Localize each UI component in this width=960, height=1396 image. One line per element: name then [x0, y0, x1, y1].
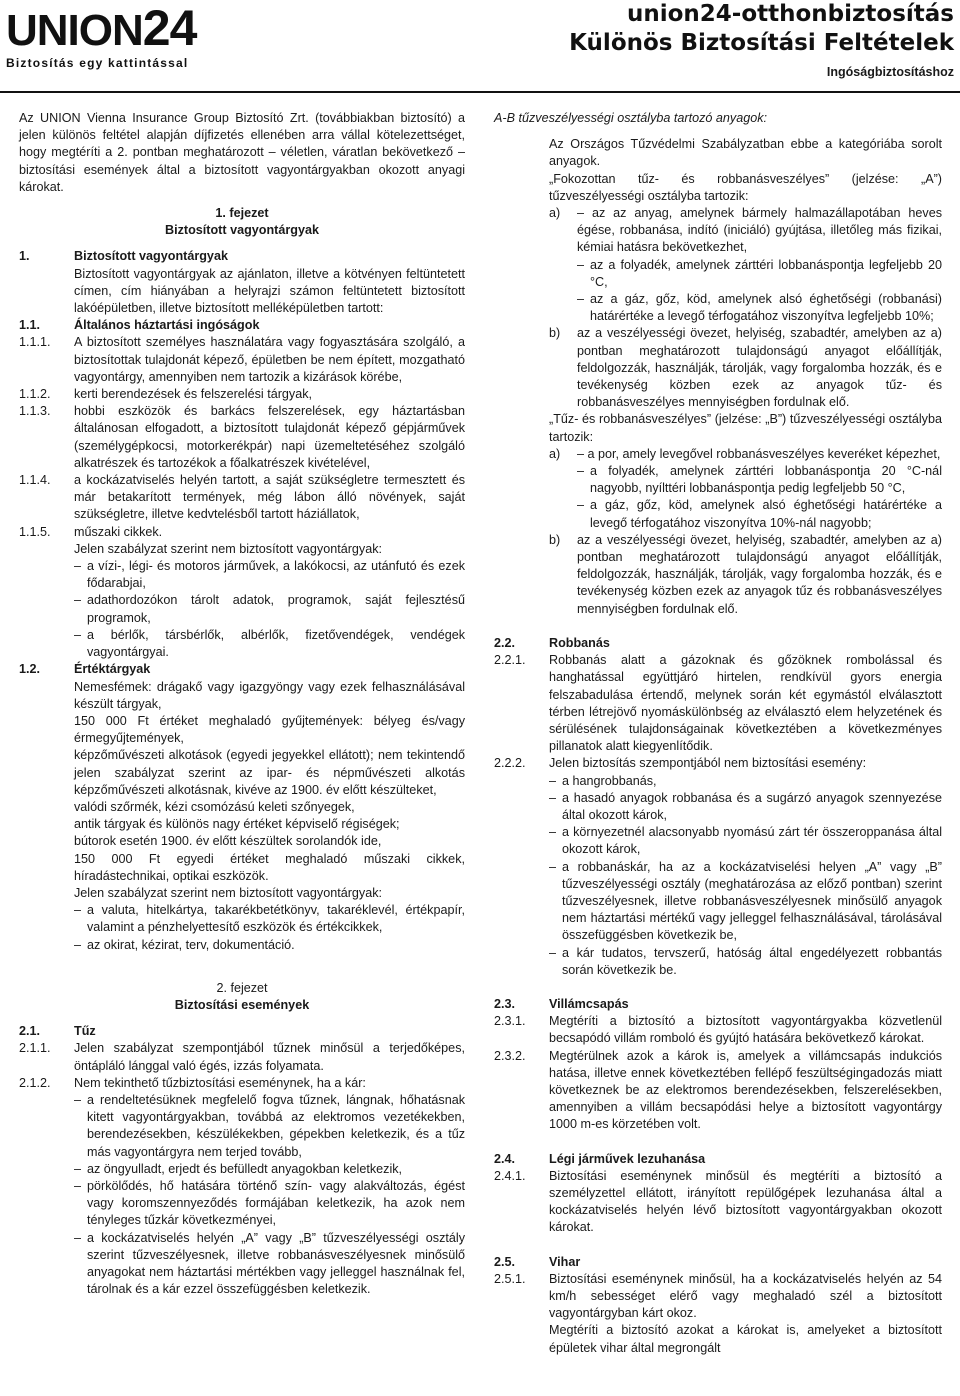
valuables-item: antik tárgyak és különös nagy értéket képviselő régiségek; — [74, 817, 400, 832]
header-titles — [569, 0, 954, 81]
class-a-item-a: a) – az az anyag, amelynek bármely halmazállapotában heves égése, robbanása, indító (iniciáló) gyújtása, illetőleg más fizikai, kémiai hatásra bekövetkezhet, — [549, 206, 942, 255]
clause-1-1-2: 1.1.2. kerti berendezések és felszerelési tárgyak, — [19, 387, 312, 402]
section-1-1-heading: 1.1. Általános háztartási ingóságok — [19, 318, 260, 333]
document-scope: Ingóságbiztosításhoz — [826, 65, 954, 79]
class-b-subitem: – a folyadék, amelynek zárttéri lobbanáspontja 20 °C-nál nagyobb, nyílttéri lobbanáspontja pedig legfeljebb 50 °C, — [577, 464, 942, 496]
clause-1-1-5: 1.1.5. műszaki cikkek. — [19, 524, 163, 539]
clause-2-4-1: 2.4.1. Biztosítási eseménynek minősül és megtéríti a biztosító a személyzettel ellátott, irányított repülőgépek lezuhanása által a kockázatviselés helyén lévő biztosított vagyontárgyakban okozott károkat. — [494, 1168, 942, 1235]
clause-2-2-2: 2.2.2. Jelen biztosítás szempontjából nem biztosítási esemény: — [494, 756, 867, 771]
exclusion-item: – a bérlők, társbérlők, albérlők, fizetővendégek, vendégek vagyontárgyai. — [74, 627, 465, 660]
valuables-item: Nemesfémek: drágakő vagy igazgyöngy vagy ezek felhasználásával készült tárgyak, — [74, 679, 465, 711]
exclusion-item: – a vízi-, légi- és motoros járművek, a lakókocsi, az utánfutó és ezek fődarabjai, — [74, 559, 465, 591]
fire-class-paragraph: „Tűz- és robbanásveszélyes” (jelzése: „B”) tűzveszélyességi osztályba tartozik: — [549, 412, 942, 444]
document-title: union24-otthonbiztosítás — [626, 1, 954, 27]
clause-2-2-1: 2.2.1. Robbanás alatt a gázoknak és gőzöknek rombolással és hanghatással együttjáró hirtelen, rendkívül gyors energia felszabadulása értendő, melynek során két egymástól elválasztott térben létrejövő nyomáskülönbség az elválasztó elem helyzetének és sérülésének tulajdonságainak következtében a következményes pillanatok alatt kiegyenlítődik. — [494, 653, 942, 754]
union24-logo — [6, 0, 197, 72]
section-2-4-heading: 2.4. Légi járművek lezuhanása — [494, 1151, 706, 1166]
class-a-item-b: b) az a veszélyességi övezet, helyiség, szabadtér, amelyben az a) pontban meghatározott tulajdonságú anyagot előállítják, feldolgozzák, használják, tárolják, vagy forgalomba hozzák, és e tevékenység közben ezek az anyagok tűz- és robbanásveszélyes mennyiségben fordulnak elő. — [549, 326, 942, 410]
section-2-1-heading: 2.1. Tűz — [19, 1024, 96, 1039]
logo-number: 24 — [142, 0, 197, 56]
page-header — [0, 0, 960, 92]
logo-word: UNION — [6, 6, 143, 55]
exclusion-item: – a rendeltetésüknek megfelelő fogva tűznek, lángnak, hőhatásnak kitett vagyontárgyakban, továbbá az elektromos vezetékekben, berendezésekben, készülékekben, gépekben keletkezik, és a tűz más vagyontárgyra nem terjed tovább, — [74, 1092, 465, 1159]
fire-class-heading: A-B tűzveszélyességi osztályba tartozó anyagok: — [494, 111, 768, 125]
clause-2-3-1: 2.3.1. Megtéríti a biztosító a biztosított vagyontárgyakba közvetlenül becsapódó villám romboló és gyújtó hatására bekövetkező károkat. — [494, 1014, 942, 1046]
section-1-text: Biztosított vagyontárgyak az ajánlaton, illetve a kötvényen feltüntetett címen, cím hiányában a helyrajzi számon feltüntetett biztosított lakóépületben, illetve biztosított melléképületben tartott: — [74, 266, 465, 316]
section-2-5-heading: 2.5. Vihar — [494, 1254, 581, 1269]
fire-class-paragraph: Az Országos Tűzvédelmi Szabályzatban ebbe a kategóriába sorolt anyagok. — [549, 137, 942, 169]
exclusion-item: – a környezetnél alacsonyabb nyomású zárt tér összeroppanása által okozott károk, — [549, 825, 942, 857]
right-column — [494, 110, 942, 1357]
left-column — [19, 110, 465, 1298]
clause-1-1-4: 1.1.4. a kockázatviselés helyén tartott, a saját szükségletre termesztett és már betakarított termények, még lábon álló növények, saját szükségletre, illetve kedvtelésből tartott háziállatok, — [19, 473, 465, 522]
exclusion-item: – a kár tudatos, tervszerű, hatóság által engedélyezett robbantás során következik be. — [549, 945, 942, 977]
chapter-2-title: Biztosítási események — [174, 997, 310, 1012]
header-rule — [0, 91, 960, 93]
exclusion-item: – a hangrobbanás, — [549, 773, 657, 788]
exclusion-item: – az öngyulladt, erjedt és befülledt anyagokban keletkezik, — [74, 1161, 403, 1176]
clause-2-1-1: 2.1.1. Jelen szabályzat szempontjából tűznek minősül a terjedőképes, öntápláló lánggal való égés, izzás folyamata. — [19, 1041, 465, 1073]
section-1-2-heading: 1.2. Értéktárgyak — [19, 662, 151, 677]
clause-2-5-1: 2.5.1. Biztosítási eseménynek minősül, ha a kockázatviselés helyén az 54 km/h sebességet elérő vagy meghaladó szél a biztosított vagyontárgyban kárt okoz. — [494, 1271, 942, 1321]
exclusion-item: – a hasadó anyagok robbanása és a sugárzó anyagok szennyezése által okozott károk, — [549, 790, 942, 822]
chapter-1-number: 1. fejezet — [215, 206, 269, 221]
chapter-1-title: Biztosított vagyontárgyak — [165, 223, 319, 238]
class-b-subitem: – a gáz, gőz, köd, amelynek alsó éghetőségi határértéke a levegő térfogatához viszonyítva 10%-nál nagyobb; — [577, 498, 942, 530]
clause-1-1-3: 1.1.3. hobbi eszközök és barkács felszerelések, egy háztartásban általánosan elfogadott, a biztosított tulajdonát képező gépjárművek (személygépkocsi, motorkerékpár) napi üzemeltetéséhez szolgáló alkatrészek és tartozékok a főalkatrészek kivételével, — [19, 404, 465, 470]
valuables-item: képzőművészeti alkotások (egyedi jegyekkel ellátott); nem tekintendő jelen szabályzat szerint az ipar- és népművészeti alkotás képzőművészeti alkotásnak, kivéve az 1900. év előtt készülteket, — [74, 748, 465, 797]
valuables-item: 150 000 Ft értéket meghaladó gyűjtemények: bélyeg és/vagy érmegyűjtemények, — [74, 713, 465, 746]
class-b-item-b: b) az a veszélyességi övezet, helyiség, szabadtér, amelyben az a) pontban meghatározott tulajdonságú anyagot előállítják, feldolgozzák, használják, tárolják, vagy forgalomba hozzák, és e tevékenység közben ezek az anyagok tűz és robbanásveszélyes mennyiségben fordulnak elő. — [549, 532, 942, 616]
logo-tagline: Biztosítás egy kattintással — [6, 56, 189, 70]
exclusion-item: – a robbanáskár, ha az a kockázatviselési helyen „A” vagy „B” tűzveszélyességi osztály (meghatározása az előző pontban) szerint tűzveszélyesnek, illetve robbanásveszélyesnek minősülő anyagok nem háztartási mértékű vagy jelleggel felhasználásával, tárolásával összefüggésben következik be, — [549, 859, 942, 943]
document-subtitle: Különös Biztosítási Feltételek — [569, 30, 954, 56]
exclusions-intro: Jelen szabályzat szerint nem biztosított vagyontárgyak: — [74, 885, 382, 900]
section-1-heading: 1. Biztosított vagyontárgyak — [19, 249, 228, 264]
section-2-2-heading: 2.2. Robbanás — [494, 635, 610, 650]
intro-paragraph: Az UNION Vienna Insurance Group Biztosító Zrt. (továbbiakban biztosító) a jelen különös feltétel alapján díjfizetés ellenében arra vállal kötelezettséget, hogy megtéríti a 2. pontban meghatározott – véletlen, váratlan bekövetkező – biztosítási események által a biztosított vagyontárgyakban okozott anyagi károkat. — [19, 111, 465, 194]
section-2-3-heading: 2.3. Villámcsapás — [494, 996, 629, 1011]
exclusion-item: – a kockázatviselés helyén „A” vagy „B” tűzveszélyességi osztály szerint tűzveszélyesnek, illetve robbanásveszélyesnek minősülő anyagokat nem háztartási mértékben vagy jelleggel használnak fel, tárolnak és a kár ezzel összefüggésben keletkezik. — [74, 1230, 465, 1297]
exclusion-item: – az okirat, kézirat, terv, dokumentáció. — [74, 937, 295, 952]
exclusions-intro: Jelen szabályzat szerint nem biztosított vagyontárgyak: — [74, 541, 382, 556]
valuables-item: valódi szőrmék, kézi csomózású keleti szőnyegek, — [74, 799, 355, 814]
clause-2-5-1-continuation: Megtéríti a biztosító azokat a károkat is, amelyeket a biztosított épületek vihar által megrongált — [549, 1323, 942, 1355]
clause-2-1-2: 2.1.2. Nem tekinthető tűzbiztosítási eseménynek, ha a kár: — [19, 1075, 366, 1090]
exclusion-item: – pörkölődés, hő hatására történő szín- vagy alakváltozás, égést vagy koromszennyeződés formájában keletkezik, ha azok nem tényleges tűzkár következményei, — [74, 1178, 465, 1228]
class-a-subitem: – az a folyadék, amelynek zárttéri lobbanáspontja legfeljebb 20 °C, — [577, 257, 942, 289]
class-b-item-a: a) – a por, amely levegővel robbanásveszélyes keveréket képezhet, — [549, 446, 941, 461]
clause-2-3-2: 2.3.2. Megtérülnek azok a károk is, amelyek a villámcsapás indukciós hatása, illetve ennek következtében fellépő feszültségingadozás miatt következnek be az elektromos berendezésekben, felszerelésekben, amennyiben a villám becsapódási helye a biztosított vagyontárgy 1000 m-es körzetében volt. — [494, 1048, 942, 1132]
exclusion-item: – a valuta, hitelkártya, takarékbetétkönyv, takaréklevél, értékpapír, valamint a pénzhelyettesítő eszközök és értékcikkek, — [74, 903, 465, 935]
valuables-item: bútorok esetén 1900. év előtt készültek sorolandók ide, — [74, 834, 382, 849]
fire-class-paragraph: „Fokozottan tűz- és robbanásveszélyes” (jelzése: „A”) tűzveszélyességi osztályba tartozik: — [549, 171, 942, 203]
clause-1-1-1: 1.1.1. A biztosított személyes használatára vagy fogyasztására szolgáló, a biztosítottak tulajdonát képező, épületben be nem épített, mozgatható vagyontárgy, amennyiben nem tartozik a kizárások körébe, — [19, 335, 465, 384]
chapter-2-number: 2. fejezet — [216, 980, 268, 995]
exclusion-item: – adathordozókon tárolt adatok, programok, saját fejlesztésű programok, — [74, 593, 465, 625]
valuables-item: 150 000 Ft egyedi értéket meghaladó műszaki cikkek, híradástechnikai, optikai eszközök. — [74, 851, 465, 883]
class-a-subitem: – az a gáz, gőz, köd, amelynek alsó éghetőségi (robbanási) határértéke a levegő térfogatához viszonyítva legfeljebb 10%; — [577, 292, 942, 324]
